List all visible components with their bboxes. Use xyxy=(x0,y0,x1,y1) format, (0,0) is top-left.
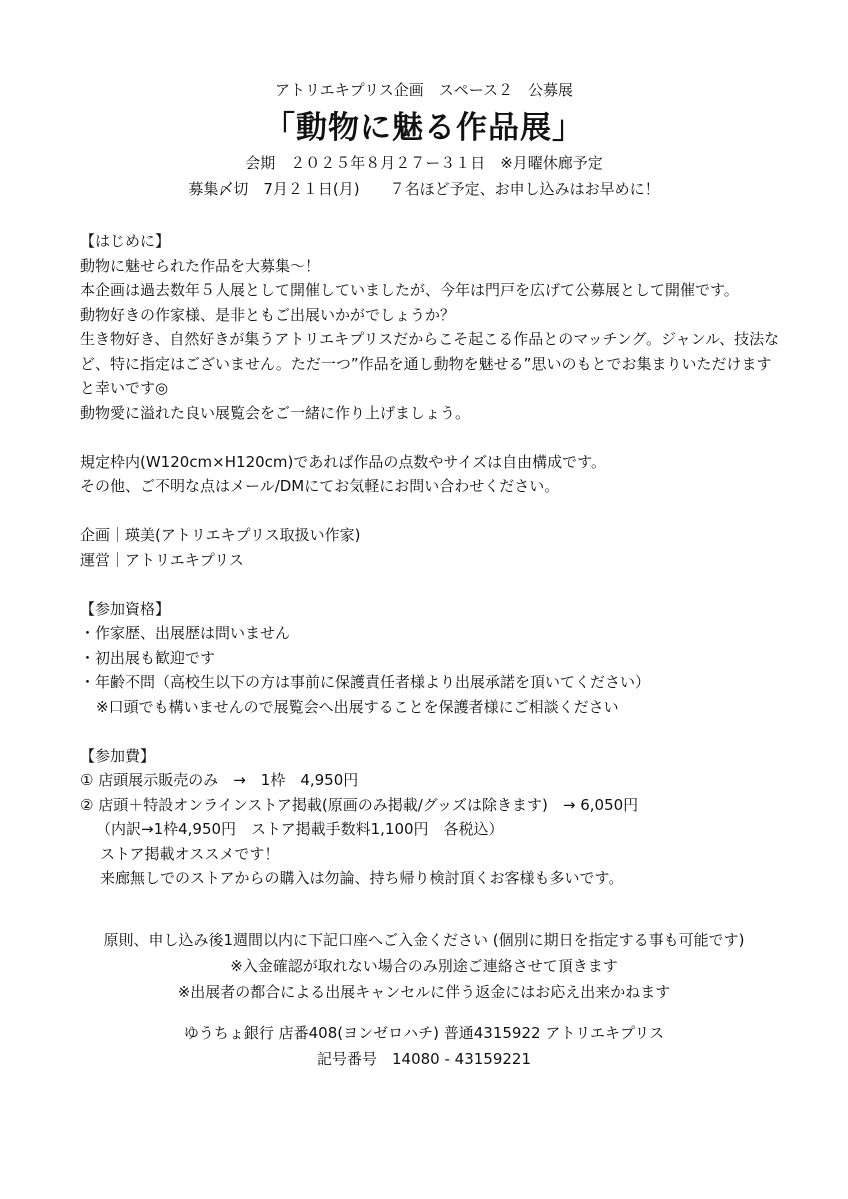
intro-heading: 【はじめに】 xyxy=(80,232,171,250)
application-deadline: 募集〆切 7月２１日(月) ７名ほど予定、お申し込みはお早めに！ xyxy=(188,180,660,198)
event-title: 「動物に魅る作品展」 xyxy=(264,110,584,146)
bank-details: ゆうちょ銀行 店番408(ヨンゼロハチ) 普通4315922 アトリエキプリス xyxy=(183,1024,665,1042)
credit-planning: 企画｜瑛美(アトリエキプリス取扱い作家) xyxy=(80,526,361,544)
eligibility-item-2: ・初出展も歓迎です xyxy=(80,648,216,667)
eligibility-note: ※口頭でも構いませんので展覧会へ出展することを保護者様にご相談ください xyxy=(96,697,619,716)
payment-confirm-note: ※入金確認が取れない場合のみ別途ご連絡させて頂きます xyxy=(230,957,618,975)
fee-option-2: ② 店頭＋特設オンラインストア掲載(原画のみ掲載/グッズは除きます) → 6,050円 xyxy=(80,795,639,814)
fees-heading: 【参加費】 xyxy=(80,746,156,765)
eligibility-heading: 【参加資格】 xyxy=(80,599,171,618)
intro-line-1: 動物に魅せられた作品を大募集〜！ xyxy=(80,256,321,275)
fee-remark: 来廊無しでのストアからの購入は勿論、持ち帰り検討頂くお客様も多いです。 xyxy=(100,869,624,887)
main-body xyxy=(80,229,780,891)
eligibility-item-3: ・年齢不問（高校生以下の方は事前に保護責任者様より出展承諾を頂いてください） xyxy=(80,673,651,691)
eligibility-item-1: ・作家歴、出展歴は問いません xyxy=(80,624,291,642)
bank-block xyxy=(0,1020,848,1072)
payment-block xyxy=(0,927,848,1005)
payment-instruction: 原則、申し込み後1週間以内に下記口座へご入金ください (個別に期日を指定する事も可能です) xyxy=(103,931,745,949)
fee-option-1: ① 店頭展示販売のみ → 1枠 4,950円 xyxy=(80,771,359,789)
intro-line-4: 生き物好き、自然好きが集うアトリエキプリスだからこそ起こる作品とのマッチング。ジャンル、技法など、特に指定はございません。ただ一つ”作品を通し動物を魅せる”思いのもとでお集まりいただけますと幸いです◎ xyxy=(80,330,780,397)
rules-line-2: その他、ご不明な点はメール/DMにてお気軽にお問い合わせください。 xyxy=(80,477,560,495)
fee-recommend: ストア掲載オススメです！ xyxy=(100,844,280,863)
intro-line-2: 本企画は過去数年５人展として開催していましたが、今年は門戸を広げて公募展として開催です。 xyxy=(80,281,739,299)
intro-line-5: 動物愛に溢れた良い展覧会をご一緒に作り上げましょう。 xyxy=(80,403,471,422)
payment-refund-note: ※出展者の都合による出展キャンセルに伴う返金にはお応え出来かねます xyxy=(177,983,671,1001)
exhibition-period: 会期 ２０２５年８月２７ー３１日 ※月曜休廊予定 xyxy=(245,154,603,172)
credit-operation: 運営｜アトリエキプリス xyxy=(80,550,244,569)
intro-line-3: 動物好きの作家様、是非ともご出展いかがでしょうか？ xyxy=(80,305,456,324)
account-number: 記号番号 14080 - 43159221 xyxy=(316,1050,531,1068)
rules-line-1: 規定枠内(W120cm×H120cm)であれば作品の点数やサイズは自由構成です。 xyxy=(80,452,606,471)
fee-breakdown: （内訳→1枠4,950円 ストア掲載手数料1,100円 各税込） xyxy=(96,820,504,838)
event-subtitle: アトリエキプリス企画 スペース２ 公募展 xyxy=(274,81,574,99)
